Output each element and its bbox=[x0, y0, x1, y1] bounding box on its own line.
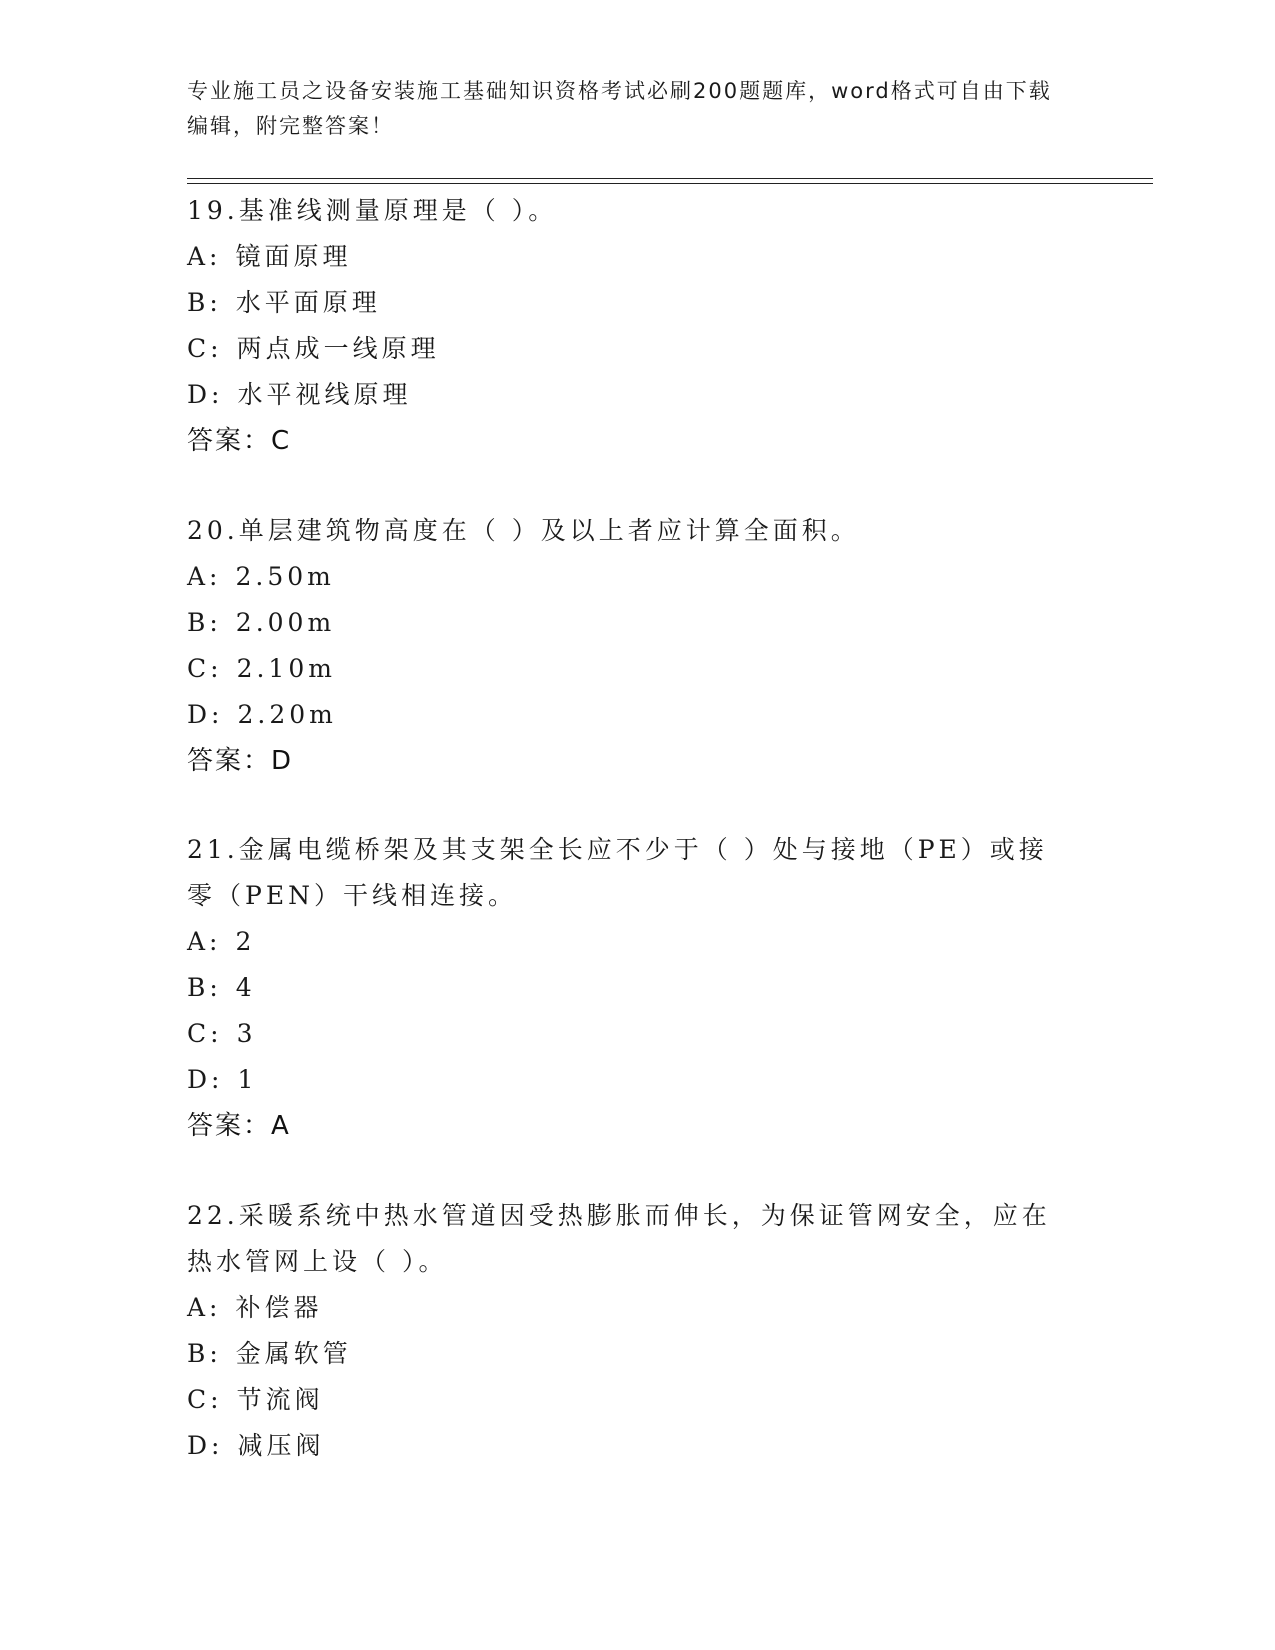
option-c bbox=[187, 1011, 1067, 1057]
option-b bbox=[187, 965, 1067, 1011]
option-text: 减压阀 bbox=[237, 1431, 325, 1460]
option-b bbox=[187, 600, 1067, 646]
option-letter: A: bbox=[187, 927, 222, 956]
option-text: 2.10m bbox=[236, 654, 336, 683]
option-letter: C: bbox=[187, 334, 223, 363]
option-text: 水平面原理 bbox=[235, 288, 381, 317]
header-rule-top bbox=[187, 178, 1153, 179]
option-letter: D: bbox=[187, 380, 224, 409]
option-d bbox=[187, 1423, 1067, 1469]
question-22 bbox=[187, 1193, 1067, 1469]
option-letter: B: bbox=[187, 288, 222, 317]
page-header: 专业施工员之设备安装施工基础知识资格考试必刷200题题库，word格式可自由下载编辑，附完整答案！ bbox=[187, 79, 1052, 138]
option-letter: D: bbox=[187, 700, 224, 729]
option-letter: D: bbox=[187, 1065, 224, 1094]
option-text: 4 bbox=[235, 973, 256, 1002]
answer-label: 答案：C bbox=[187, 426, 292, 456]
option-c bbox=[187, 1377, 1067, 1423]
question-stem: 22.采暖系统中热水管道因受热膨胀而伸长，为保证管网安全，应在热水管网上设（ ）。 bbox=[187, 1201, 1051, 1276]
question-19 bbox=[187, 188, 1067, 464]
option-text: 金属软管 bbox=[235, 1339, 352, 1368]
answer-label: 答案：D bbox=[187, 746, 294, 776]
option-d bbox=[187, 372, 1067, 418]
option-letter: C: bbox=[187, 1019, 223, 1048]
option-b bbox=[187, 1331, 1067, 1377]
option-letter: A: bbox=[187, 562, 222, 591]
option-c bbox=[187, 646, 1067, 692]
option-letter: B: bbox=[187, 1339, 222, 1368]
option-text: 3 bbox=[236, 1019, 257, 1048]
question-21 bbox=[187, 827, 1067, 1149]
option-letter: B: bbox=[187, 608, 222, 637]
option-letter: C: bbox=[187, 654, 223, 683]
option-a bbox=[187, 919, 1067, 965]
option-d bbox=[187, 1057, 1067, 1103]
answer-label: 答案：A bbox=[187, 1111, 291, 1141]
option-text: 1 bbox=[237, 1065, 258, 1094]
header-rule-bottom bbox=[187, 183, 1153, 184]
option-letter: A: bbox=[187, 242, 222, 271]
option-text: 水平视线原理 bbox=[237, 380, 412, 409]
option-c bbox=[187, 326, 1067, 372]
option-text: 2 bbox=[235, 927, 256, 956]
option-letter: A: bbox=[187, 1293, 222, 1322]
question-stem: 20.单层建筑物高度在（ ）及以上者应计算全面积。 bbox=[187, 516, 860, 545]
option-text: 补偿器 bbox=[235, 1293, 323, 1322]
question-stem: 21.金属电缆桥架及其支架全长应不少于（ ）处与接地（PE）或接零（PEN）干线相连接。 bbox=[187, 835, 1048, 910]
option-text: 2.50m bbox=[235, 562, 335, 591]
option-text: 节流阀 bbox=[236, 1385, 324, 1414]
option-text: 两点成一线原理 bbox=[236, 334, 440, 363]
option-letter: B: bbox=[187, 973, 222, 1002]
question-stem: 19.基准线测量原理是（ ）。 bbox=[187, 196, 558, 225]
option-a bbox=[187, 1285, 1067, 1331]
option-letter: C: bbox=[187, 1385, 223, 1414]
option-a bbox=[187, 234, 1067, 280]
question-20 bbox=[187, 508, 1067, 784]
option-text: 镜面原理 bbox=[235, 242, 352, 271]
option-text: 2.00m bbox=[235, 608, 336, 637]
option-d bbox=[187, 692, 1067, 738]
option-letter: D: bbox=[187, 1431, 224, 1460]
option-b bbox=[187, 280, 1067, 326]
option-text: 2.20m bbox=[237, 700, 337, 729]
option-a bbox=[187, 554, 1067, 600]
